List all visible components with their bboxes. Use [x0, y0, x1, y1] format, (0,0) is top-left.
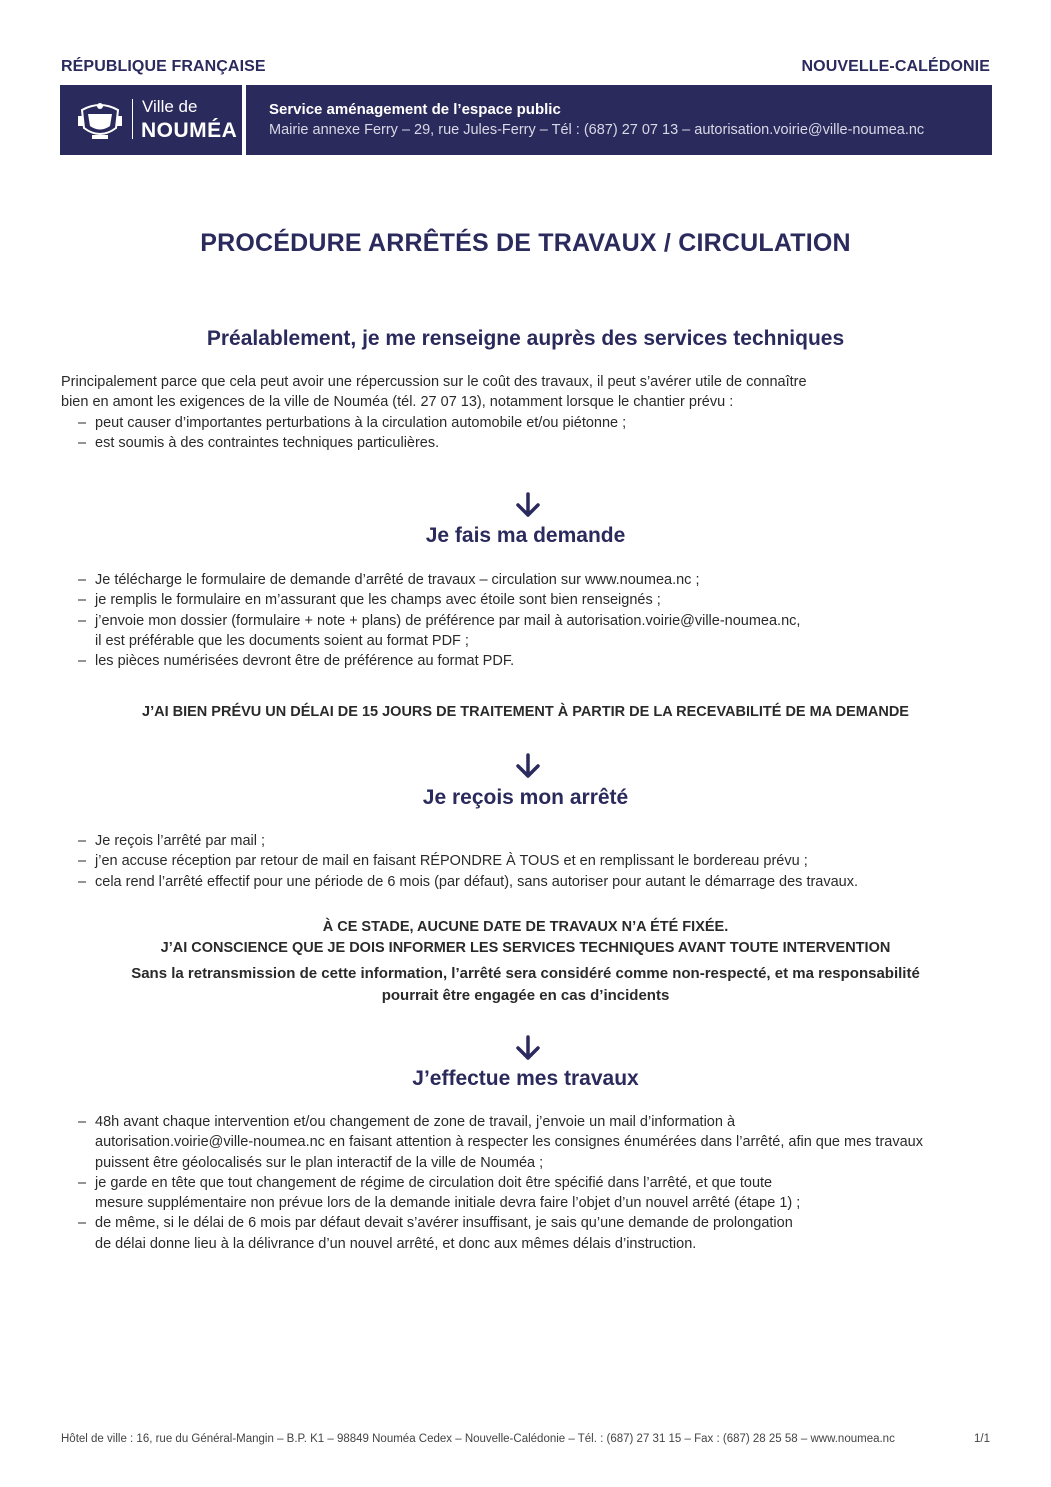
- list-item-text: j’envoie mon dossier (formulaire + note + plans) de préférence par mail à autorisation.voirie@ville-noumea.nc,: [95, 612, 801, 629]
- page-title: PROCÉDURE ARRÊTÉS DE TRAVAUX / CIRCULATION: [200, 229, 851, 257]
- delay-notice: J’AI BIEN PRÉVU UN DÉLAI DE 15 JOURS DE TRAITEMENT À PARTIR DE LA RECEVABILITÉ DE MA DEMANDE: [142, 704, 909, 720]
- service-address: Mairie annexe Ferry – 29, rue Jules-Ferry – Tél : (687) 27 07 13 – autorisation.voirie@ville-noumea.nc: [269, 122, 925, 138]
- list-item: – est soumis à des contraintes techniques particulières.: [61, 433, 991, 453]
- list-item-text: autorisation.voirie@ville-noumea.nc en faisant attention à respecter les consignes énumérées dans l’arrêté, afin que mes travaux: [95, 1134, 923, 1151]
- city-logo: [60, 85, 242, 155]
- section3-list: [61, 831, 1001, 892]
- warning-line: pourrait être engagée en cas d’incidents: [381, 986, 670, 1004]
- notice-line: À CE STADE, AUCUNE DATE DE TRAVAUX N’A ÉTÉ FIXÉE.: [322, 919, 729, 935]
- banner-divider: [242, 85, 246, 155]
- list-item-text: mesure supplémentaire non prévue lors de la demande initiale devra faire l’objet d’un nouvel arrêté (étape 1) ;: [95, 1195, 801, 1212]
- arrow-down-icon: [514, 752, 542, 780]
- section-heading-travaux: J’effectue mes travaux: [412, 1067, 639, 1090]
- notice-line: J’AI CONSCIENCE QUE JE DOIS INFORMER LES SERVICES TECHNIQUES AVANT TOUTE INTERVENTION: [160, 940, 891, 956]
- city-crest-icon: [76, 98, 124, 142]
- list-item: – cela rend l’arrêté effectif pour une période de 6 mois (par défaut), sans autoriser pour autant le démarrage des travaux.: [61, 872, 1001, 892]
- top-header: [61, 58, 990, 76]
- list-item-text: 48h avant chaque intervention et/ou changement de zone de travail, j’envoie un mail d’information à: [95, 1114, 736, 1130]
- list-item: – peut causer d’importantes perturbations à la circulation automobile et/ou piétonne ;: [61, 413, 991, 433]
- header-banner: [60, 85, 992, 155]
- logo-separator: [132, 99, 133, 139]
- page-footer: [61, 1433, 990, 1445]
- intro-line: Principalement parce que cela peut avoir une répercussion sur le coût des travaux, il peut s’avérer utile de connaître: [61, 374, 807, 390]
- page-number: 1/1: [974, 1433, 990, 1445]
- logo-ville-text: Ville de: [142, 97, 198, 116]
- list-item-text: puissent être géolocalisés sur le plan interactif de la ville de Nouméa ;: [95, 1154, 544, 1171]
- section1-intro: [61, 372, 991, 453]
- list-item: – j’en accuse réception par retour de mail en faisant RÉPONDRE À TOUS et en remplissant le bordereau prévu ;: [61, 851, 1001, 871]
- list-item: [61, 1213, 1001, 1254]
- warning-line: Sans la retransmission de cette information, l’arrêté sera considéré comme non-respecté, et ma responsabilité: [131, 965, 920, 982]
- logo-city-text: NOUMÉA: [141, 119, 238, 142]
- service-title: Service aménagement de l’espace public: [269, 101, 561, 118]
- list-item: [61, 1112, 1001, 1173]
- section1-list: [61, 413, 991, 454]
- list-item: [61, 1173, 1001, 1214]
- section-heading-demande: Je fais ma demande: [425, 524, 626, 547]
- intro-line: bien en amont les exigences de la ville de Nouméa (tél. 27 07 13), notamment lorsque le chantier prévu :: [61, 394, 734, 411]
- territory-label: NOUVELLE-CALÉDONIE: [801, 58, 990, 75]
- arrow-down-icon: [514, 491, 542, 519]
- section-heading-arrete: Je reçois mon arrêté: [422, 786, 629, 809]
- responsibility-warning: [0, 963, 1051, 1006]
- list-item-text: je garde en tête que tout changement de régime de circulation doit être spécifié dans l’arrêté, et que toute: [95, 1174, 773, 1191]
- list-item: – Je reçois l’arrêté par mail ;: [61, 831, 1001, 851]
- list-item: – je remplis le formulaire en m’assurant que les champs avec étoile sont bien renseignés ;: [61, 590, 1001, 610]
- section4-list: [61, 1112, 1001, 1254]
- list-item-text: de délai donne lieu à la délivrance d’un nouvel arrêté, et donc aux mêmes délais d’instruction.: [95, 1235, 697, 1252]
- list-item: – les pièces numérisées devront être de préférence au format PDF.: [61, 651, 1001, 671]
- list-item-text: il est préférable que les documents soient au format PDF ;: [95, 632, 469, 649]
- republique-label: RÉPUBLIQUE FRANÇAISE: [61, 58, 266, 75]
- footer-address: Hôtel de ville : 16, rue du Général-Mangin – B.P. K1 – 98849 Nouméa Cedex – Nouvelle-Calédonie – Tél. : (687) 27 31 15 – Fax : (687) 28 25 58 – www.noumea.nc: [61, 1433, 895, 1445]
- section2-list: [61, 570, 1001, 671]
- arrow-down-icon: [514, 1034, 542, 1062]
- list-item: – Je télécharge le formulaire de demande d’arrêté de travaux – circulation sur www.noumea.nc ;: [61, 570, 1001, 590]
- section-heading-prealable: Préalablement, je me renseigne auprès des services techniques: [206, 327, 845, 350]
- list-item: [61, 611, 1001, 652]
- stage-notice: [0, 917, 1051, 959]
- list-item-text: de même, si le délai de 6 mois par défaut devait s’avérer insuffisant, je sais qu’une demande de prolongation: [95, 1215, 793, 1232]
